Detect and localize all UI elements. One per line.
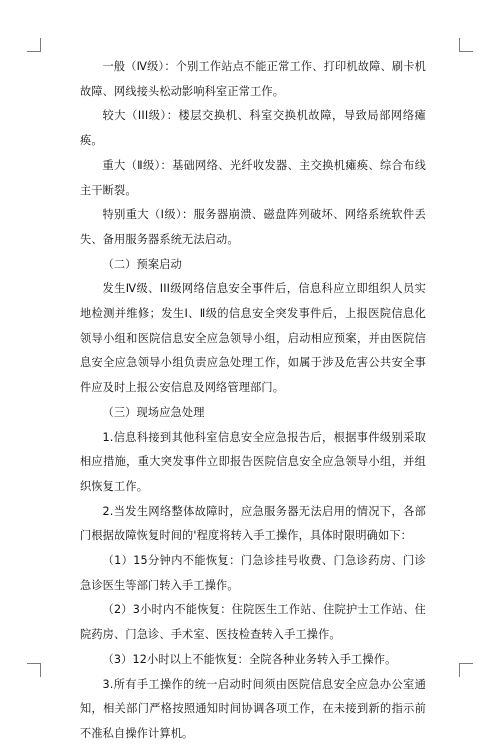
paragraph-level-ii: 重大（Ⅱ级）：基础网络、光纤收发器、主交换机瘫痪、综合布线主干断裂。 [80,158,426,197]
paragraph-level-iii: 较大（III级）：楼层交换机、科室交换机故障，导致局部网络瘫痪。 [80,109,426,148]
crop-mark-bottom-left-h [27,663,41,664]
crop-mark-bottom-right [459,663,460,677]
paragraph-sub-1: （1）15分钟内不能恢复：门急诊挂号收费、门急诊药房、门诊急诊医生等部门转入手工操作。 [80,554,426,592]
paragraph-sub-3: （3）12小时以上不能恢复：全院各种业务转入手工操作。 [102,652,397,666]
crop-mark-top-left-h [27,51,41,52]
crop-mark-top-left [40,38,41,52]
paragraph-sub-2: （2）3小时内不能恢复：住院医生工作站、住院护士工作站、住院药房、门急诊、手术室、医技检查转入手工操作。 [80,603,426,642]
document-body [80,55,426,747]
crop-mark-bottom-left [40,663,41,677]
paragraph-level-iv: 一般（Ⅳ级）：个别工作站点不能正常工作、打印机故障、刷卡机故障、网线接头松动影响科室正常工作。 [80,60,426,98]
section-heading-onsite: （三）现场应急处理 [102,405,205,419]
paragraph-item-1: 1.信息科接到其他科室信息安全应急报告后，根据事件级别采取相应措施，重大突发事件立即报告医院信息安全应急领导小组，并组织恢复工作。 [80,430,426,493]
paragraph-plan-start: 发生Ⅳ级、III级网络信息安全事件后，信息科应立即组织人员实地检测并维修；发生Ⅰ、Ⅱ级的信息安全突发事件后，上报医院信息化领导小组和医院信息安全应急领导小组，启动相应预案，并由医院信息安全应急领导小组负责应急处理工作，如属于涉及危害公共安全事件应及时上报公安信息及网络管理部门。 [80,282,426,395]
paragraph-item-2: 2.当发生网络整体故障时，应急服务器无法启用的情况下，各部门根据故障恢复时间的'程度将转入手工操作，具体时限明确如下： [80,504,426,543]
paragraph-level-i: 特别重大（Ⅰ级）：服务器崩溃、磁盘阵列破坏、网络系统软件丢失、备用服务器系统无法启动。 [80,208,426,246]
section-heading-plan-start: （二）预案启动 [102,257,182,271]
crop-mark-top-right-h [459,51,473,52]
crop-mark-bottom-right-h [459,663,473,664]
paragraph-item-3: 3.所有手工操作的统一启动时间须由医院信息安全应急办公室通知，相关部门严格按照通知时间协调各项工作，在未接到新的指示前不准私自操作计算机。 [80,677,426,740]
crop-mark-top-right [459,38,460,52]
